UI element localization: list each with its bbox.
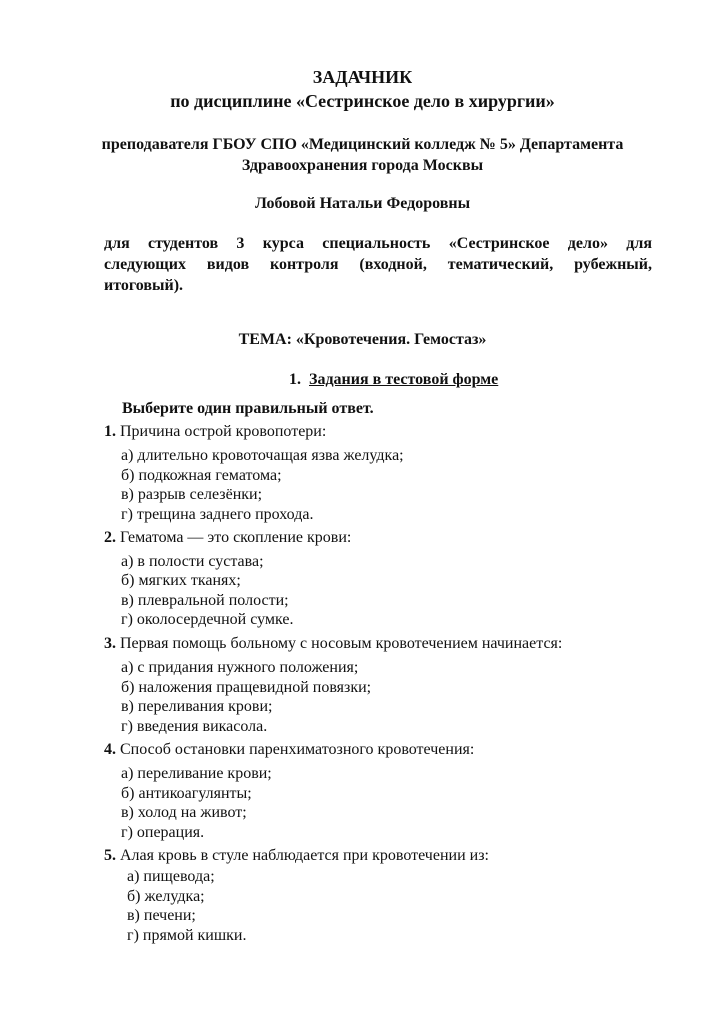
option-b: б) желудка; xyxy=(127,888,205,905)
students-line-1: для студентов 3 курса специальность «Сестринское дело» для xyxy=(104,235,652,252)
question-number: 1. xyxy=(104,423,116,440)
option-b: б) подкожная гематома; xyxy=(121,467,282,484)
option-a: а) длительно кровоточащая язва желудка; xyxy=(121,447,404,464)
option-d: г) прямой кишки. xyxy=(127,927,247,944)
option-c: в) плевральной полости; xyxy=(121,592,289,609)
question-3 xyxy=(104,634,562,654)
question-4 xyxy=(104,740,474,760)
option-c: в) разрыв селезёнки; xyxy=(121,486,263,503)
document-title: ЗАДАЧНИК xyxy=(312,67,413,87)
question-text: Первая помощь больному с носовым кровотечением начинается: xyxy=(120,635,563,652)
section-heading xyxy=(289,370,498,390)
author-name: Лобовой Натальи Федоровны xyxy=(254,195,471,212)
option-d: г) операция. xyxy=(121,824,205,841)
option-a: а) переливание крови; xyxy=(121,765,272,782)
question-number: 2. xyxy=(104,529,116,546)
option-b: б) наложения пращевидной повязки; xyxy=(121,679,372,696)
section-title: Задания в тестовой форме xyxy=(309,371,499,388)
option-c: в) печени; xyxy=(127,907,196,924)
teacher-line-1: преподавателя ГБОУ СПО «Медицинский колледж № 5» Департамента xyxy=(101,136,624,153)
option-a: а) в полости сустава; xyxy=(121,553,264,570)
question-2 xyxy=(104,528,351,548)
instruction-text: Выберите один правильный ответ. xyxy=(122,400,374,417)
option-b: б) мягких тканях; xyxy=(121,572,241,589)
students-paragraph xyxy=(104,233,652,296)
option-d: г) околосердечной сумке. xyxy=(121,611,294,628)
question-text: Причина острой кровопотери: xyxy=(120,423,327,440)
section-number: 1. xyxy=(289,371,301,388)
topic-heading: ТЕМА: «Кровотечения. Гемостаз» xyxy=(238,331,487,348)
question-number: 4. xyxy=(104,741,116,758)
question-text: Гематома — это скопление крови: xyxy=(120,529,352,546)
option-b: б) антикоагулянты; xyxy=(121,785,252,802)
option-c: в) переливания крови; xyxy=(121,698,273,715)
question-1 xyxy=(104,422,326,442)
students-line-3: итоговый). xyxy=(104,277,184,294)
teacher-line-2: Здравоохранения города Москвы xyxy=(241,157,484,174)
question-number: 3. xyxy=(104,635,116,652)
question-text: Способ остановки паренхиматозного кровотечения: xyxy=(120,741,475,758)
option-d: г) трещина заднего прохода. xyxy=(121,506,314,523)
question-number: 5. xyxy=(104,847,116,864)
question-5 xyxy=(104,846,489,866)
option-a: а) пищевода; xyxy=(127,868,215,885)
option-d: г) введения викасола. xyxy=(121,718,268,735)
option-c: в) холод на живот; xyxy=(121,804,247,821)
students-line-2: следующих видов контроля (входной, тематический, рубежный, xyxy=(104,256,652,273)
question-text: Алая кровь в стуле наблюдается при кровотечении из: xyxy=(120,847,489,864)
document-subtitle: по дисциплине «Сестринское дело в хирургии» xyxy=(170,91,555,111)
option-a: а) с придания нужного положения; xyxy=(121,659,359,676)
